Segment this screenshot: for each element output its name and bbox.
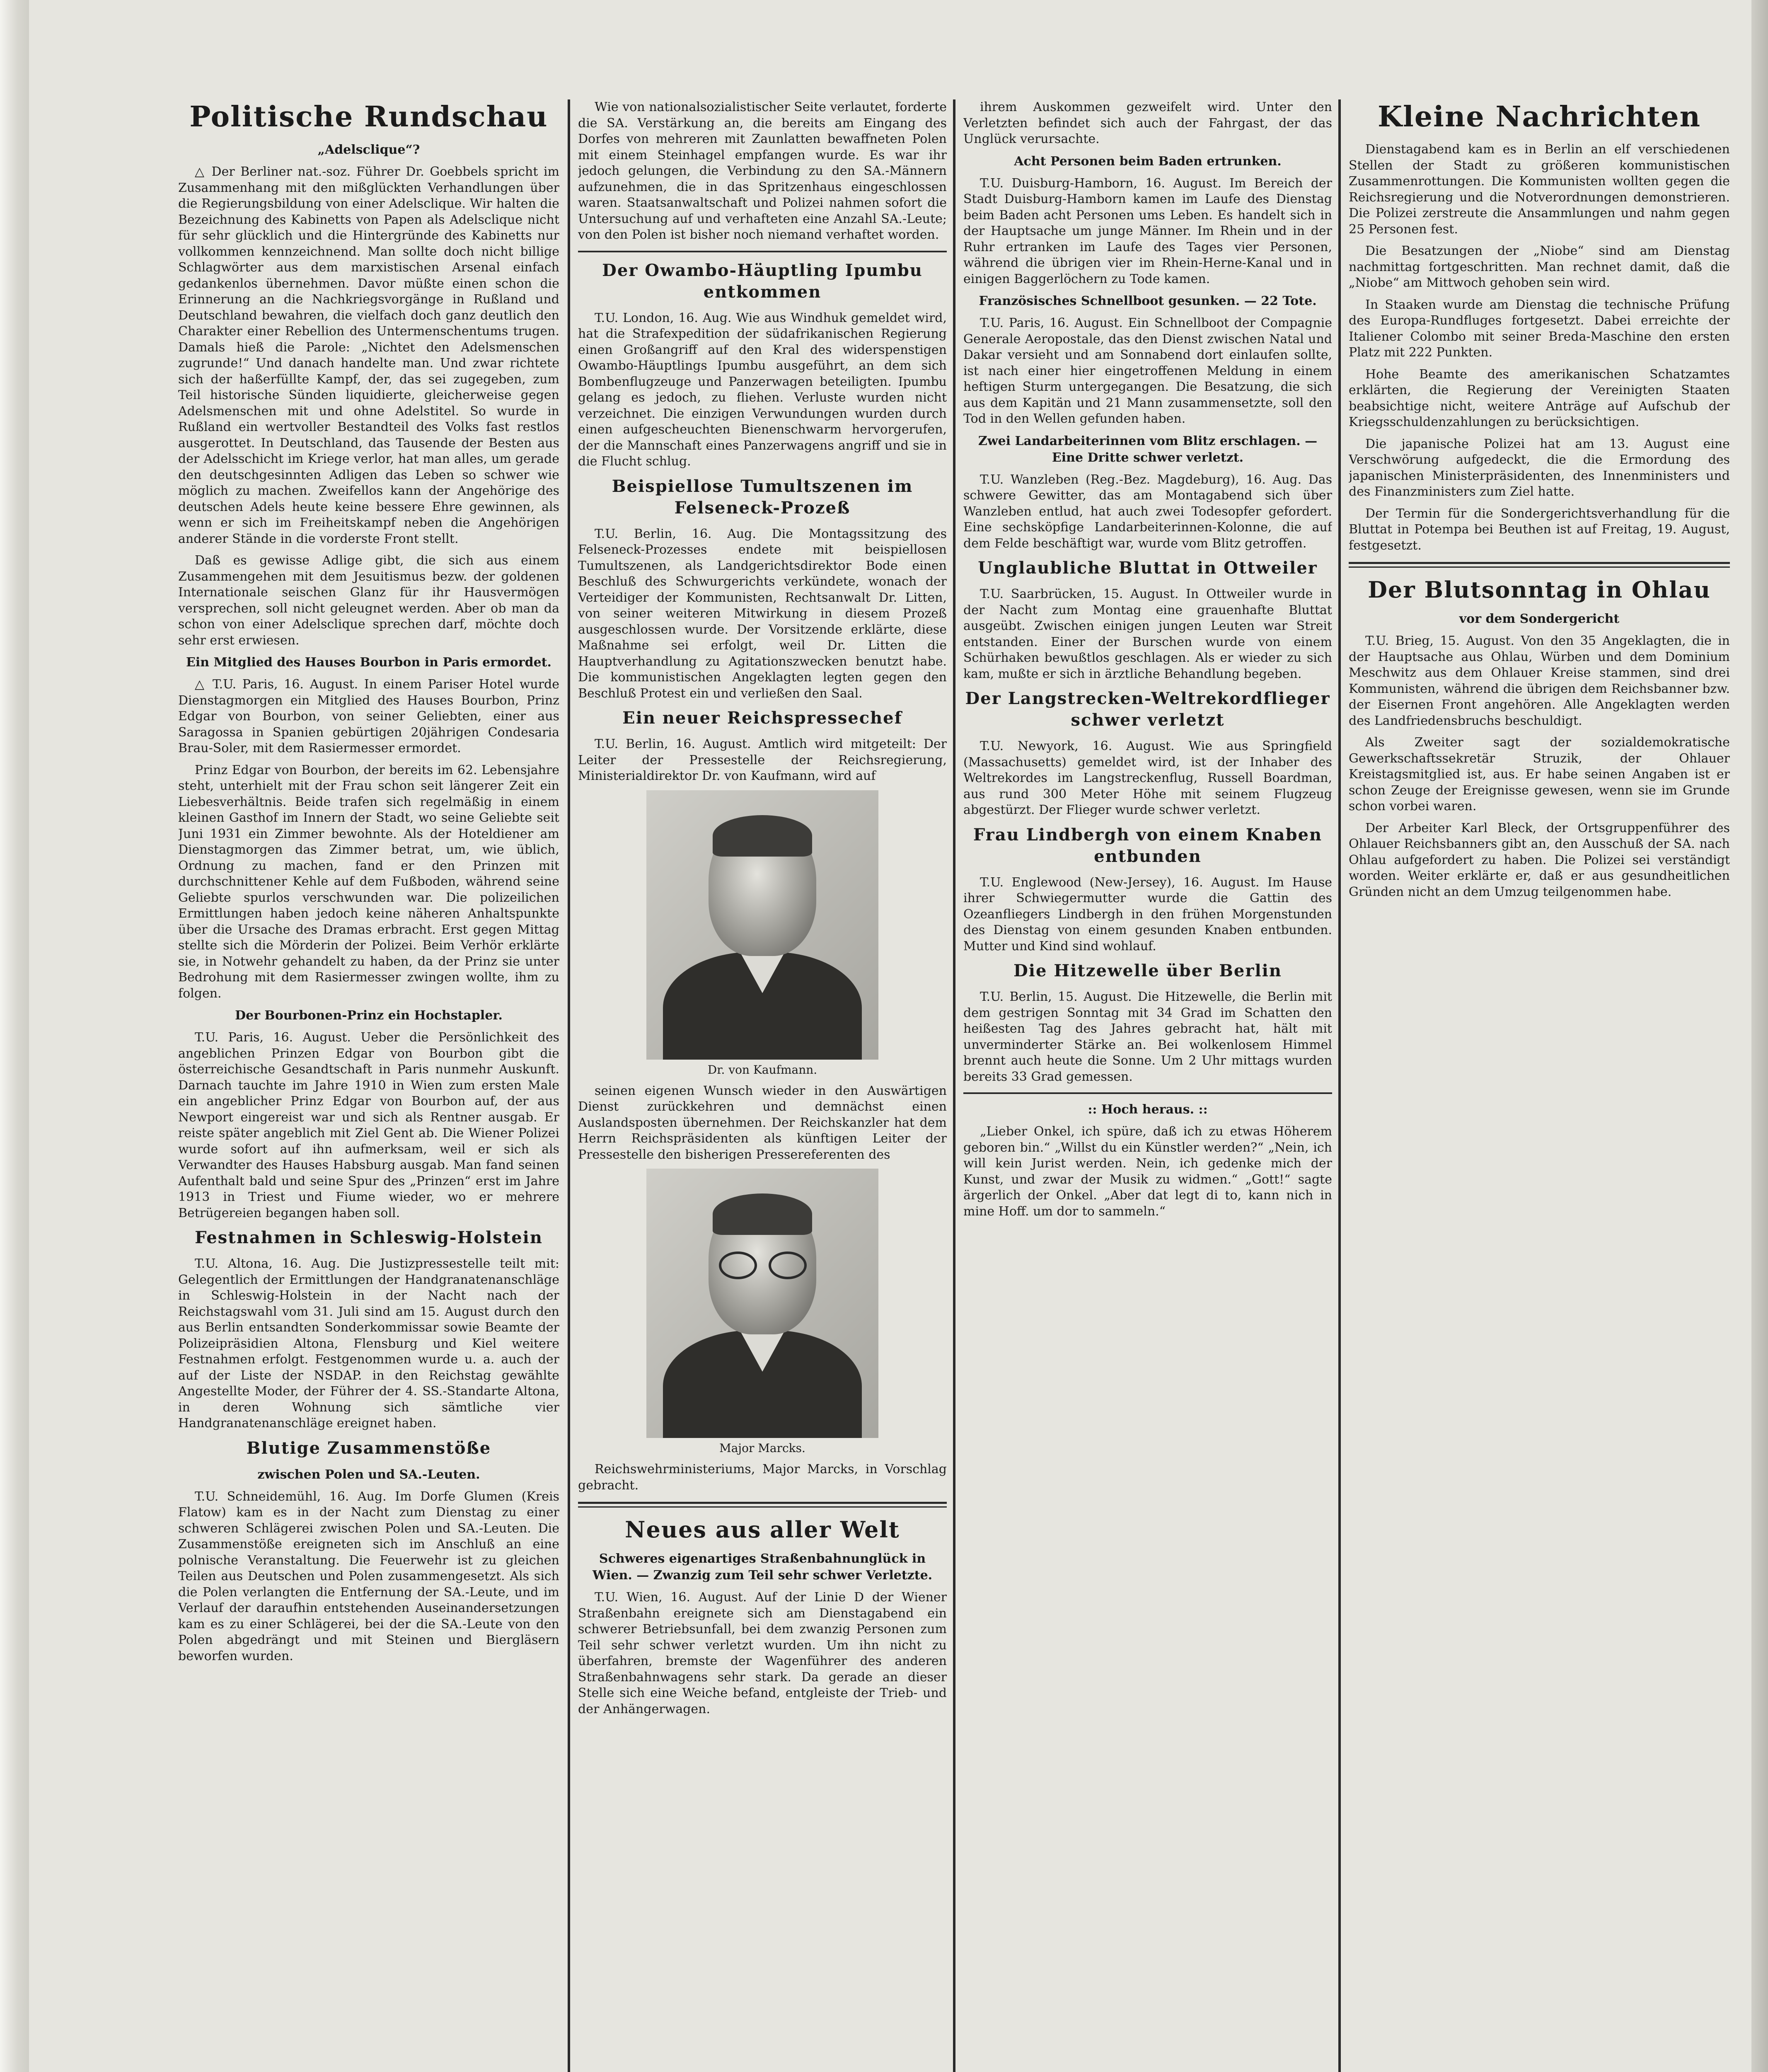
schnellboot-text: T.U. Paris, 16. August. Ein Schnellboot der Compagnie Generale Aeropostale, das den Dienst zwischen Natal und Dakar versieht und am Sonnabend dort einlaufen sollte, ist nach einer hier eingetroffenen Meldung in einem heftigen Sturm untergegangen. Die Besatzung, die sich aus dem Kapitän und 21 Mann zusammensetzte, soll den Tod in den Wellen gefunden haben. <box>963 316 1332 426</box>
reichspressechef-text: T.U. Berlin, 16. August. Amtlich wird mitgeteilt: Der Leiter der Pressestelle der Reichsregierung, Ministerialdirektor Dr. von Kaufmann, wird auf <box>578 737 947 783</box>
caption-von-kaufmann: Dr. von Kaufmann. <box>707 1063 817 1077</box>
kleine-nachrichten-title: Kleine Nachrichten <box>1377 100 1701 133</box>
column-3 <box>963 99 1332 2072</box>
adelsclique-text: △ Der Berliner nat.-soz. Führer Dr. Goebbels spricht im Zusammenhang mit den mißglückten Verhandlungen über die Regierungsbildung von einer Adelsclique. Wir halten die Bezeichnung des Kabinetts von Papen als Adelsclique nicht für sehr glücklich und die Hintergründe des Kabinetts nur vollkommen kennzeichnend. Man sollte doch nicht billige Schlagwörter aus dem marxistischen Arsenal einfach gedankenlos übernehmen. Davor müßte einen schon die Erinnerung an die Nachkriegsvorgänge in Rußland und Deutschland bewahren, die vielfach doch ganz deutlich den Charakter einer Rebellion des Untermenschentums trugen. Damals hieß die Parole: „Nichtet den Adelsmenschen zugrunde!“ Und danach handelte man. Und zwar richtete sich der haßerfüllte Kampf, der, das sei zugegeben, zum Teil historische Sünden liquidierte, gleicherweise gegen Adelsmenschen mit und ohne Adelstitel. So wurde in Rußland ein wertvoller Bestandteil des Volks fast restlos ausgerottet. In Deutschland, das Tausende der Besten aus der Adelsschicht im Kriege verlor, hat man alles, um gerade den deutschgesinnten Adligen das Leben so schwer wie möglich zu machen. Zweifellos kann der Angehörige des deutschen Adels heute keine bessere Ehre gewinnen, als wenn er sich im Freiheitskampf neben die Angehörigen anderer Stände in die vorderste Front stellt. <box>178 165 559 546</box>
baden-text: T.U. Duisburg-Hamborn, 16. August. Im Bereich der Stadt Duisburg-Hamborn kamen im Laufe des Dienstag beim Baden acht Personen ums Leben. Es handelt sich in der Hauptsache um junge Männer. Im Rhein und in der Ruhr ertranken im Laufe des Tages vier Personen, während die übrigen vier im Rhein-Herne-Kanal und in einigen Baggerlöchern zu Tode kamen. <box>963 176 1332 286</box>
col2-intro-text: Wie von nationalsozialistischer Seite verlautet, forderte die SA. Verstärkung an, die bereits am Eingang des Dorfes von mehreren mit Zaunlatten bewaffneten Polen mit einem Steinhagel empfangen wurde. Es war ihr jedoch gelungen, die Verbindung zu den SA.-Männern aufzunehmen, die in das Spritzenhaus eingeschlossen waren. Staatsanwaltschaft und Polizei nahmen sofort die Untersuchung auf und verhafteten eine Anzahl SA.-Leute; von den Polen ist bisher noch niemand verhaftet worden. <box>578 100 947 242</box>
page-edge <box>1751 0 1768 2072</box>
blutsonntag-text-3: Der Arbeiter Karl Bleck, der Ortsgruppenführer des Ohlauer Reichsbanners gibt an, den Ausschuß der SA. nach Ohlau aufgefordert zu haben. Die Polizei sei verständigt worden. Weiter erklärte er, daß er aus gesundheitlichen Gründen nicht an dem Umzug teilgenommen habe. <box>1349 821 1730 899</box>
column-4 <box>1349 99 1730 2072</box>
schnellboot-title: Französisches Schnellboot gesunken. — 22 Tote. <box>979 294 1317 308</box>
bourbon-title: Ein Mitglied des Hauses Bourbon in Paris ermordet. <box>186 655 551 670</box>
kleine-nachrichten-text-6: Der Termin für die Sondergerichtsverhandlung für die Bluttat in Potempa bei Beuthen ist auf Freitag, 19. August, festgesetzt. <box>1349 506 1730 553</box>
adelsclique-text-2: Daß es gewisse Adlige gibt, die sich aus einem Zusammengehen mit dem Jesuitismus bezw. der goldenen Internationale seischen Glanz für ihr Hausvermögen versprechen, soll nicht geleugnet werden. Aber ob man da schon von einer Adelsclique sprechen darf, möchte doch sehr erst erwiesen. <box>178 553 559 648</box>
felseneck-text: T.U. Berlin, 16. Aug. Die Montagssitzung des Felseneck-Prozesses endete mit beispiellosen Tumultszenen, als Landgerichtsdirektor Bode einen Beschluß des Schwurgerichts verkündete, wonach der Verteidiger der Kommunisten, Rechtsanwalt Dr. Litten, von seiner weiteren Mitwirkung in diesem Prozeß ausgeschlossen wurde. Der Vorsitzende erklärte, diese Maßnahme sei erfolgt, weil Dr. Litten die Hauptverhandlung zu Agitationszwecken benutzt habe. Die kommunistischen Angeklagten legten gegen den Beschluß Protest ein und verließen den Saal. <box>578 526 947 701</box>
kleine-nachrichten-text-4: Hohe Beamte des amerikanischen Schatzamtes erklärten, die Regierung der Vereinigten Staaten beabsichtige nicht, weitere Anträge auf Aufschub der Kriegsschuldenzahlungen zu berücksichtigen. <box>1349 367 1730 429</box>
weltrekordflieger-text: T.U. Newyork, 16. August. Wie aus Springfield (Massachusetts) gemeldet wird, ist der Inhaber des Weltrekordes im Langstreckenflug, Russell Boardman, aus rund 300 Meter Höhe mit seinem Flugzeug abgestürzt. Der Flieger wurde schwer verletzt. <box>963 739 1332 817</box>
portrait-major-marcks <box>646 1169 878 1438</box>
col3-intro-text: ihrem Auskommen gezweifelt wird. Unter den Verletzten befindet sich auch der Fahrgast, der das Unglück verursachte. <box>963 100 1332 146</box>
reichspressechef-title: Ein neuer Reichspressechef <box>622 708 902 728</box>
zusammenstoesse-title: Blutige Zusammenstöße <box>246 1438 491 1458</box>
owambo-text: T.U. London, 16. Aug. Wie aus Windhuk gemeldet wird, hat die Strafexpedition der südafrikanischen Regierung einen Großangriff auf den Kral des widerspenstigen Owambo-Häuptlings Ipumbu ausgeführt, an dem sich Bombenflugzeuge und Panzerwagen beteiligten. Ipumbu gelang es jedoch, zu fliehen. Verluste wurden nicht verzeichnet. Die einzigen Verwundungen wurden durch einen aufgescheuchten Bienenschwarm hervorgerufen, der die Mannschaft eines Panzerwagens angriff und sie in die Flucht schlug. <box>578 310 947 469</box>
blutsonntag-text: T.U. Brieg, 15. August. Von den 35 Angeklagten, die in der Hauptsache aus Ohlau, Würben und dem Dominium Meschwitz aus dem Ohlauer Kreise stammen, sind drei Kommunisten, während die übrigen dem Reichsbanner bzw. der Eisernen Front angehören. Alle Angeklagten werden des Landfriedensbruchs beschuldigt. <box>1349 634 1730 728</box>
blitz-text: T.U. Wanzleben (Reg.-Bez. Magdeburg), 16. Aug. Das schwere Gewitter, das am Montagabend sich über Wanzleben entlud, hat auch zwei Todesopfer gefordert. Eine sechsköpfige Landarbeiterinnen-Kolonne, die auf dem Felde beschäftigt war, wurde vom Blitz getroffen. <box>963 472 1332 551</box>
hitzewelle-title: Die Hitzewelle über Berlin <box>1013 961 1282 980</box>
politische-rundschau-title: Politische Rundschau <box>189 100 548 133</box>
zusammenstoesse-text: T.U. Schneidemühl, 16. Aug. Im Dorfe Glumen (Kreis Flatow) kam es in der Nacht zum Dienstag zu einer schweren Schlägerei zwischen Polen und SA.-Leuten. Die Zusammenstöße ereigneten sich im Anschluß an eine polnische Veranstaltung. Die Feuerwehr ist zu gleichen Teilen aus Deutschen und Polen zusammengesetzt. Als sich die Polen verlangten die Entfernung der SA.-Leute, und im Verlauf der daraufhin entstehenden Auseinandersetzungen kam es zu einer Schlägerei, bei der die SA.-Leute von den Polen abgedrängt und mit Steinen und Biergläsern beworfen wurden. <box>178 1489 559 1663</box>
poem-text: „Lieber Onkel, ich spüre, daß ich zu etwas Höherem geboren bin.“ „Willst du ein Künstler werden?“ „Nein, ich will kein Jurist werden. Nein, ich gedenke mich der Kunst, und zwar der Musik zu widmen.“ „Gott!“ sagte ärgerlich der Onkel. „Aber dat legt di to, kann nich in mine Hoff. um dor to sammeln.“ <box>963 1124 1332 1219</box>
blutsonntag-subtitle: vor dem Sondergericht <box>1459 612 1620 626</box>
kleine-nachrichten-text: Dienstagabend kam es in Berlin an elf verschiedenen Stellen der Stadt zu größeren kommunistischen Zusammenrottungen. Die Kommunisten wollten gegen die Reichsregierung und die Notverordnungen demonstrieren. Die Polizei zerstreute die Ansammlungen und nahm gegen 25 Personen fest. <box>1349 142 1730 237</box>
column-1 <box>178 99 559 2072</box>
portrait-von-kaufmann <box>646 790 878 1060</box>
ottweiler-title: Unglaubliche Bluttat in Ottweiler <box>978 558 1318 578</box>
divider <box>963 1092 1332 1094</box>
owambo-title: Der Owambo-Häuptling Ipumbu entkommen <box>602 260 923 302</box>
column-rule <box>568 99 570 2072</box>
wien-text: T.U. Wien, 16. August. Auf der Linie D der Wiener Straßenbahn ereignete sich am Dienstagabend ein schwerer Betriebsunfall, bei dem zwanzig Personen zum Teil sehr schwer verletzt wurden. Um ihn nicht zu überfahren, bremste der Wagenführer des anderen Straßenbahnwagens sehr stark. Da gerade an dieser Stelle sich eine Weiche befand, entgleiste der Trieb- und der Anhängerwagen. <box>578 1590 947 1716</box>
blutsonntag-title: Der Blutsonntag in Ohlau <box>1368 576 1711 603</box>
kleine-nachrichten-text-2: Die Besatzungen der „Niobe“ sind am Dienstag nachmittag fortgeschritten. Man rechnet damit, daß die „Niobe“ am Mittwoch gehoben sein wird. <box>1349 244 1730 290</box>
blitz-title: Zwei Landarbeiterinnen vom Blitz erschlagen. — Eine Dritte schwer verletzt. <box>978 433 1318 465</box>
bourbon-text-2: Prinz Edgar von Bourbon, der bereits im 62. Lebensjahre steht, unterhielt mit der Frau schon seit längerer Zeit ein Liebesverhältnis. Beide trafen sich regelmäßig in einem kleinen Gasthof im Innern der Stadt, wo seine Geliebte seit Juni 1931 ein Zimmer bewohnte. Als der Hoteldiener am Dienstagmorgen das Zimmer betrat, um, wie üblich, Ordnung zu machen, fand er den Prinzen mit durchschnittener Kehle auf dem Fußboden, während seine Geliebte spurlos verschwunden war. Die polizeilichen Ermittlungen haben jedoch keine näheren Anhaltspunkte über die Ursache des Dramas erbracht. Erst gegen Mittag stellte sich die Mörderin der Polizei. Beim Verhör erklärte sie, in Notwehr gehandelt zu haben, da der Prinz sie unter Bedrohung mit dem Rasiermesser zwingen wollte, ihm zu folgen. <box>178 762 559 1001</box>
divider <box>578 251 947 252</box>
adelsclique-title: „Adelsclique“? <box>317 143 420 157</box>
divider <box>1349 562 1730 568</box>
kleine-nachrichten-text-3: In Staaken wurde am Dienstag die technische Prüfung des Europa-Rundfluges fortgesetzt. Dabei erreichte der Italiener Colombo mit seiner Breda-Maschine den ersten Platz mit 222 Punkten. <box>1349 297 1730 360</box>
zusammenstoesse-subtitle: zwischen Polen und SA.-Leuten. <box>257 1467 480 1482</box>
felseneck-title: Beispiellose Tumultszenen im Felseneck-Prozeß <box>612 476 913 518</box>
festnahmen-text: T.U. Altona, 16. Aug. Die Justizpressestelle teilt mit: Gelegentlich der Ermittlungen der Handgranatenanschläge in Schleswig-Holstein in der Nacht nach der Reichstagswahl vom 31. Juli sind am 15. August durch den aus Berlin entsandten Sonderkommissar sowie Beamte der Polizeipräsidien Altona, Flensburg und Kiel weitere Festnahmen erfolgt. Festgenommen wurde u. a. auch der auf der Liste der NSDAP. in den Reichstag gewählte Angestellte Moder, der Führer der 4. SS.-Standarte Altona, in deren Wohnung sich sämtliche vier Handgranatenanschläge ereignet haben. <box>178 1256 559 1431</box>
page-binding <box>0 0 29 2072</box>
column-rule <box>953 99 955 2072</box>
kleine-nachrichten-text-5: Die japanische Polizei hat am 13. August eine Verschwörung aufgedeckt, die die Ermordung des japanischen Ministerpräsidenten, des Innenministers und des Finanzministers zum Ziel hatte. <box>1349 436 1730 499</box>
column-2 <box>578 99 947 2072</box>
weltrekordflieger-title: Der Langstrecken-Weltrekordflieger schwer verletzt <box>965 689 1330 730</box>
divider <box>578 1502 947 1508</box>
column-rule <box>1338 99 1341 2072</box>
ottweiler-text: T.U. Saarbrücken, 15. August. In Ottweiler wurde in der Nacht zum Montag eine grauenhafte Bluttat ausgeübt. Zwischen einigen jungen Leuten war Streit entstanden. Einer der Burschen wurde von einem Schürhaken bewußtlos geschlagen. Als er wieder zu sich kam, mußte er sich in ärztliche Behandlung begeben. <box>963 587 1332 681</box>
hochstapler-title: Der Bourbonen-Prinz ein Hochstapler. <box>235 1008 503 1023</box>
festnahmen-title: Festnahmen in Schleswig-Holstein <box>195 1228 543 1247</box>
neues-aus-aller-welt-title: Neues aus aller Welt <box>625 1516 900 1543</box>
hochstapler-text: T.U. Paris, 16. August. Ueber die Persönlichkeit des angeblichen Prinzen Edgar von Bourbon gibt die österreichische Gesandtschaft in Paris nunmehr Auskunft. Darnach tauchte im Jahre 1910 in Wien zum ersten Male ein angeblicher Prinz Edgar von Bourbon auf, der aus Newport eingereist war und sich als Rentner ausgab. Er reiste später angeblich mit Ziel Gent ab. Die Wiener Polizei wurde sofort auf ihn aufmerksam, weil er sich als Verwandter des Hauses Habsburg ausgab. Man fand seinen Aufenthalt bald und seine Spur des „Prinzen“ erst im Jahre 1913 in Triest und Fiume wieder, wo er mehrere Betrügereien begangen haben soll. <box>178 1030 559 1220</box>
lindbergh-title: Frau Lindbergh von einem Knaben entbunden <box>973 825 1323 866</box>
caption-major-marcks: Major Marcks. <box>719 1441 805 1455</box>
poem-title: :: Hoch heraus. :: <box>1088 1102 1208 1117</box>
reichspressechef-text-3: Reichswehrministeriums, Major Marcks, in Vorschlag gebracht. <box>578 1462 947 1493</box>
baden-title: Acht Personen beim Baden ertrunken. <box>1014 154 1282 169</box>
bourbon-text: △ T.U. Paris, 16. August. In einem Pariser Hotel wurde Dienstagmorgen ein Mitglied des Hauses Bourbon, Prinz Edgar von Bourbon, von seiner Geliebten, einer aus Saragossa in Spanien gebürtigen 20jährigen Condesaria Brau-Soler, mit dem Rasiermesser ermordet. <box>178 677 559 755</box>
reichspressechef-text-2: seinen eigenen Wunsch wieder in den Auswärtigen Dienst zurückkehren und demnächst einen Auslandsposten übernehmen. Der Reichskanzler hat dem Herrn Reichspräsidenten als künftigen Leiter der Pressestelle den bisherigen Pressereferenten des <box>578 1083 947 1162</box>
hitzewelle-text: T.U. Berlin, 15. August. Die Hitzewelle, die Berlin mit dem gestrigen Sonntag mit 34 Grad im Schatten den heißesten Tag des Jahres gebracht hat, hält mit unverminderter Stärke an. Bei wolkenlosem Himmel brennt auch heute die Sonne. Um 2 Uhr mittags wurden bereits 33 Grad gemessen. <box>963 990 1332 1084</box>
wien-subtitle: Schweres eigenartiges Straßenbahnunglück in Wien. — Zwanzig zum Teil sehr schwer Verletzte. <box>592 1552 933 1583</box>
blutsonntag-text-2: Als Zweiter sagt der sozialdemokratische Gewerkschaftssekretär Struzik, der Ohlauer Kreistagsmitglied ist, aus. Er habe seinen Angaben ist er schon Zeuge der Ereignisse gewesen, wenn sie im Grunde schon vorbei waren. <box>1349 735 1730 813</box>
lindbergh-text: T.U. Englewood (New-Jersey), 16. August. Im Hause ihrer Schwiegermutter wurde die Gattin des Ozeanfliegers Lindbergh in den frühen Morgenstunden des Dienstag von einem gesunden Knaben entbunden. Mutter und Kind sind wohlauf. <box>963 875 1332 954</box>
